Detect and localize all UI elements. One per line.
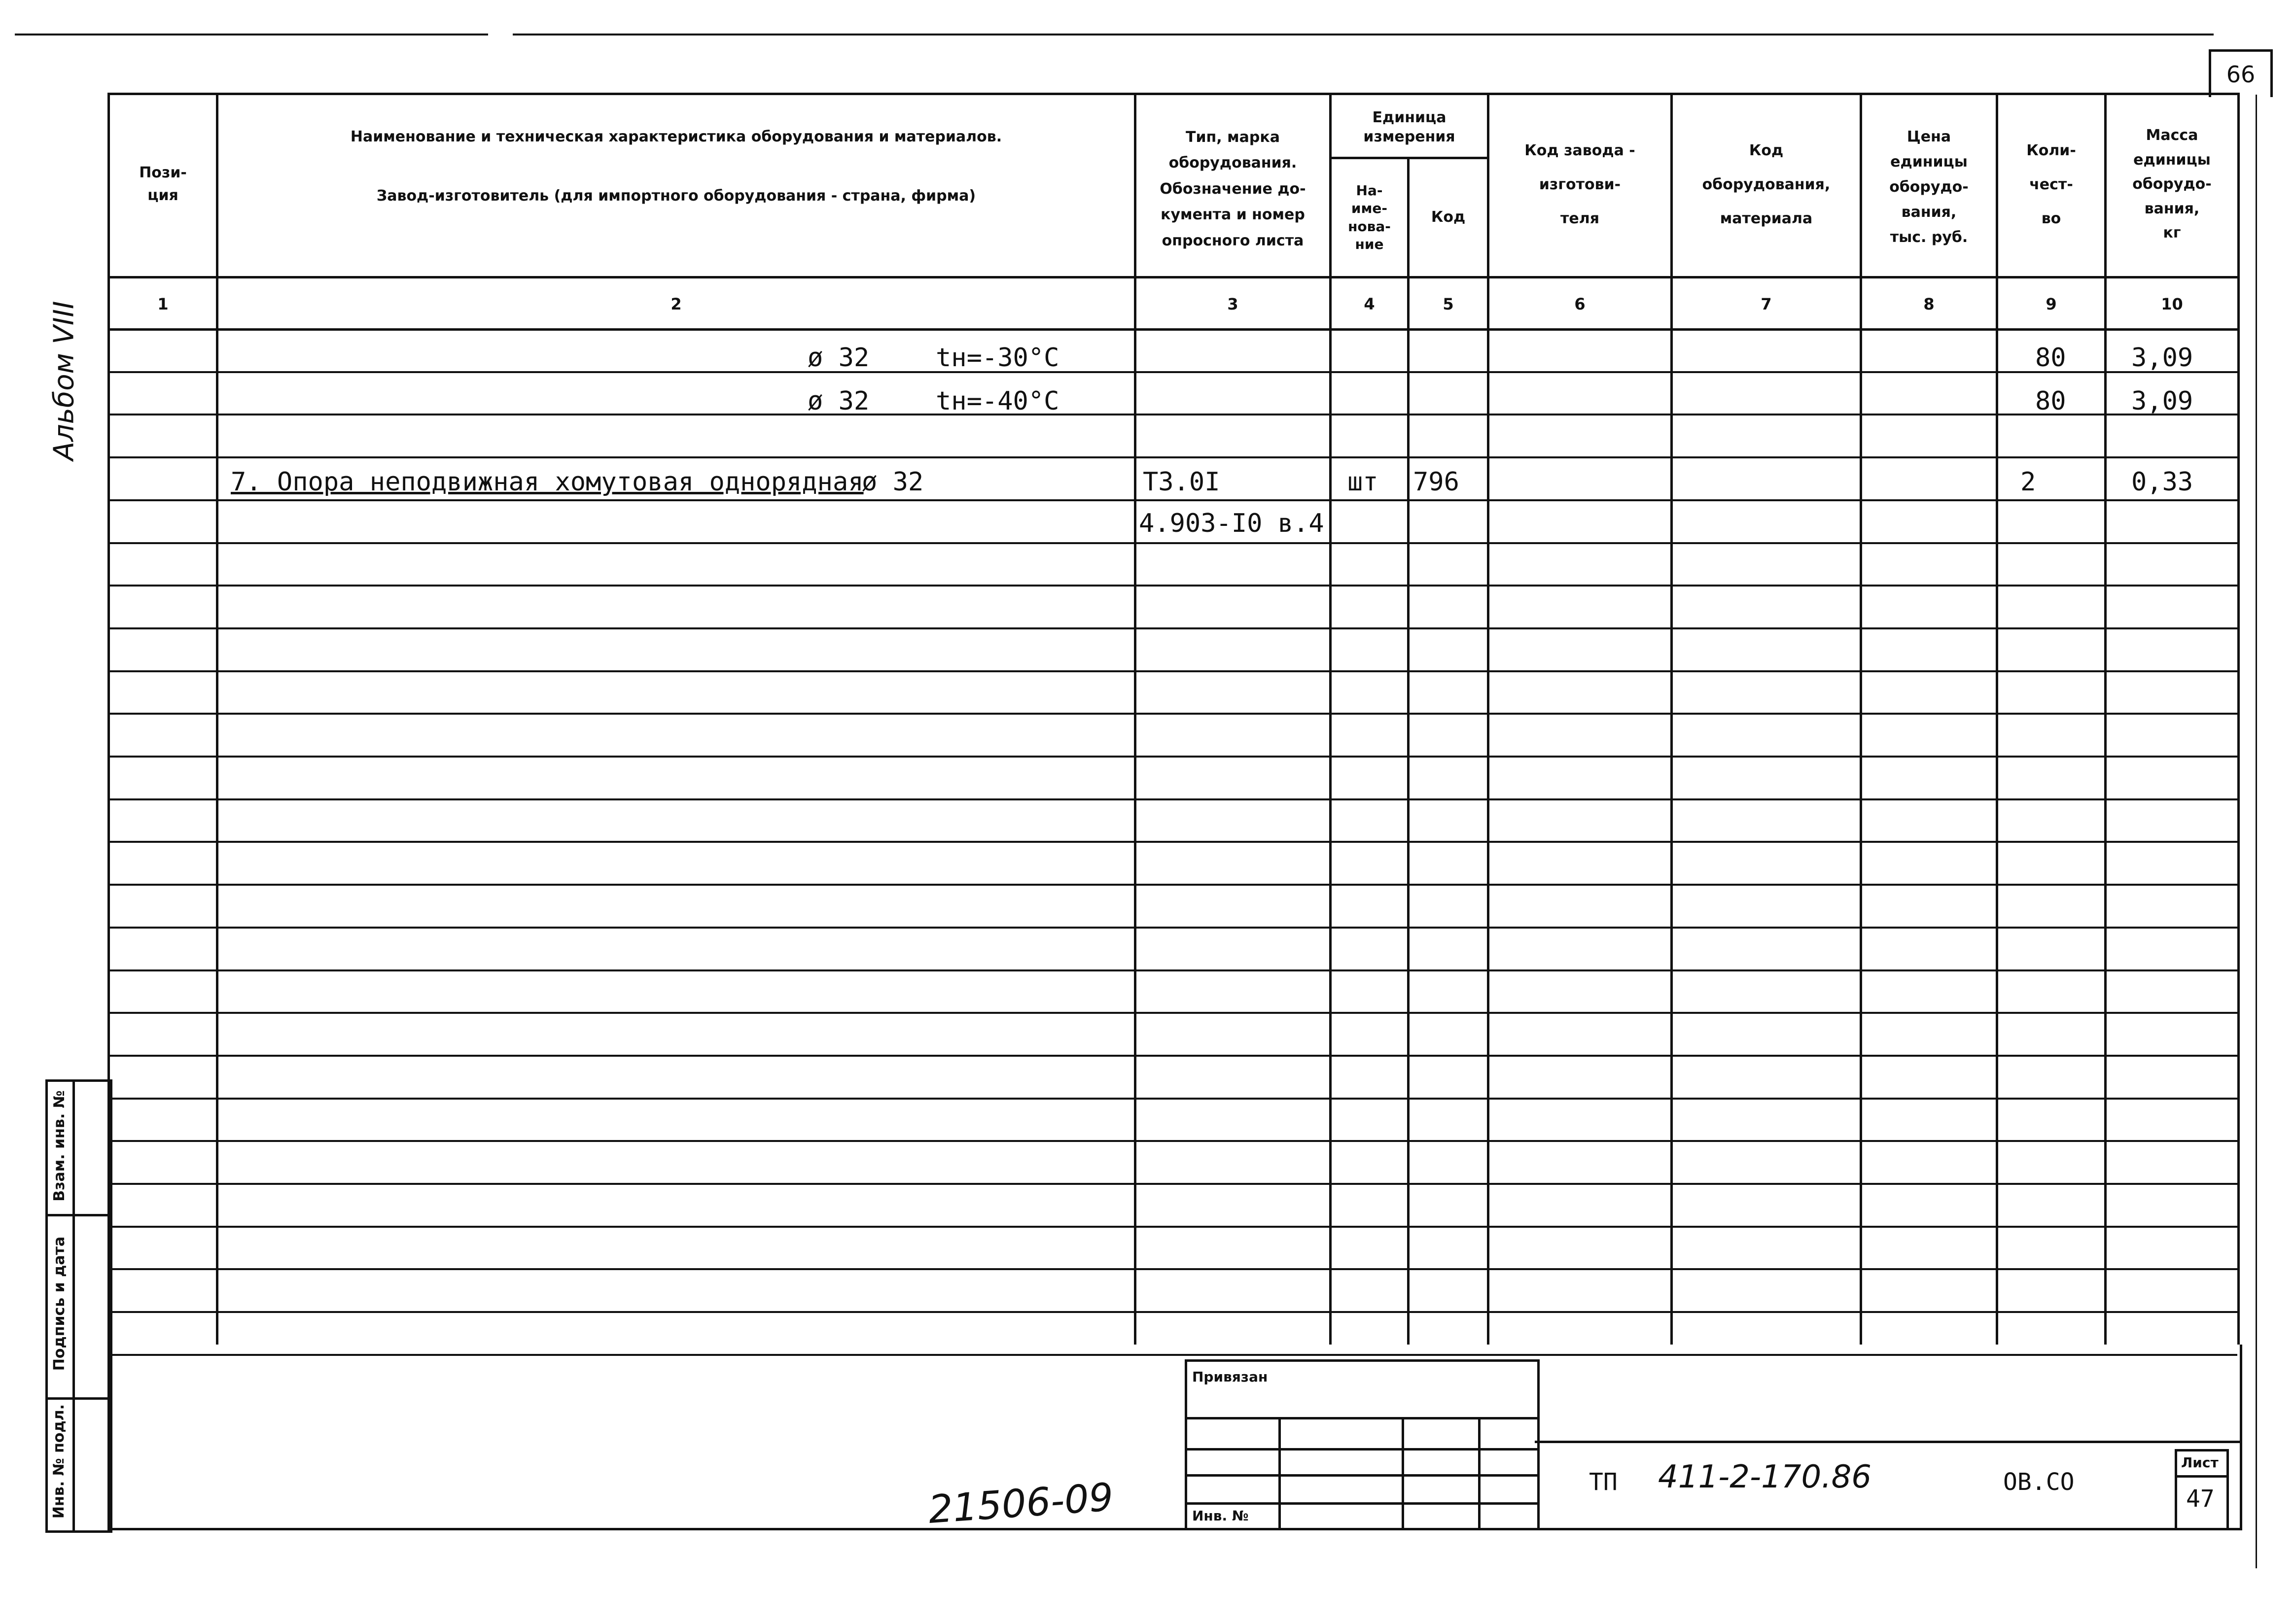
- col-sep-3: [1329, 93, 1332, 1345]
- spec-table: [107, 93, 2237, 1345]
- header-unit-name: На- име- нова- ние: [1348, 182, 1391, 252]
- top-rule-left: [15, 34, 488, 35]
- table-row-line: [107, 627, 2237, 629]
- header-manufacturer-code: Код завода - изготови- теля: [1524, 141, 1635, 227]
- header-unit-group: Единица измерения: [1363, 109, 1455, 145]
- row3-name: 7. Опора неподвижная хомутовая однорядная: [231, 467, 864, 497]
- side-inv-original: Инв. № подл.: [50, 1404, 68, 1519]
- header-bottom-border: [107, 276, 2237, 278]
- row3-quantity: 2: [2020, 467, 2036, 497]
- col-sep-8: [1996, 93, 1998, 1345]
- table-row-line: [107, 1268, 2237, 1270]
- table-row-line: [107, 841, 2237, 843]
- sheet-label: Лист: [2181, 1454, 2219, 1471]
- col-sep-5: [1487, 93, 1489, 1345]
- table-row-line: [107, 542, 2237, 544]
- side-inv-replace: Взам. инв. №: [51, 1090, 68, 1202]
- row1-temperature: tн=-30°C: [936, 343, 1059, 373]
- colnum-10: 10: [2161, 295, 2183, 313]
- row1-quantity: 80: [2035, 343, 2066, 373]
- row3-type-line1: Т3.0I: [1143, 467, 1220, 497]
- colnum-3: 3: [1227, 295, 1238, 313]
- table-top-border: [107, 93, 2237, 95]
- header-unit-code: Код: [1431, 208, 1466, 226]
- col-sep-9: [2104, 93, 2107, 1345]
- table-row-line: [107, 798, 2237, 800]
- header-equipment-code: Код оборудования, материала: [1702, 141, 1831, 227]
- binding-inv-label: Инв. №: [1192, 1508, 1249, 1524]
- top-rule-right: [513, 34, 2214, 35]
- table-row-line: [107, 670, 2237, 672]
- binding-block: [1185, 1359, 1540, 1530]
- header-name-line2: Завод-изготовитель (для импортного оборудования - страна, фирма): [376, 187, 976, 205]
- sheet-number-box: [2209, 49, 2273, 97]
- header-position: Пози- ция: [139, 164, 187, 204]
- sheet-number-top: 66: [2226, 61, 2256, 88]
- table-row-line: [107, 499, 2237, 501]
- row3-unit: шт: [1347, 467, 1378, 497]
- table-row-line: [107, 969, 2237, 971]
- title-block: [107, 1345, 2242, 1530]
- binding-sep1: [1187, 1417, 1537, 1419]
- table-row-line: [107, 1012, 2237, 1014]
- handwritten-number: 21506-09: [927, 1475, 1115, 1532]
- colnum-4: 4: [1364, 295, 1375, 313]
- colnum-6: 6: [1574, 295, 1586, 313]
- binding-sep2: [1187, 1448, 1537, 1451]
- table-row-line: [107, 927, 2237, 929]
- table-row-line: [107, 1098, 2237, 1100]
- right-trim-line: [2256, 95, 2257, 1568]
- colnum-5: 5: [1443, 295, 1454, 313]
- header-type: Тип, марка оборудования. Обозначение до- кумента и номер опросного листа: [1160, 128, 1306, 249]
- row3-diameter: ø 32: [862, 467, 924, 497]
- doc-prefix: ТП: [1589, 1468, 1618, 1496]
- colnum-9: 9: [2046, 295, 2057, 313]
- row1-mass: 3,09: [2131, 343, 2193, 373]
- doc-section: ОВ.СО: [2003, 1468, 2075, 1496]
- colnum-8: 8: [1923, 295, 1935, 313]
- col-sep-4: [1407, 157, 1410, 1345]
- binding-sep4: [1187, 1502, 1537, 1505]
- table-row-line: [107, 1183, 2237, 1185]
- side-stamp: [45, 1079, 112, 1533]
- row2-mass: 3,09: [2131, 386, 2193, 416]
- sheet-box-sep: [2177, 1475, 2226, 1478]
- row3-unit-code: 796: [1413, 467, 1459, 497]
- table-row-line: [107, 1311, 2237, 1313]
- binding-vsep1: [1278, 1417, 1281, 1530]
- binding-vsep3: [1478, 1417, 1481, 1530]
- col-sep-1: [216, 93, 218, 1345]
- header-mass: Масса единицы оборудо- вания, кг: [2132, 127, 2212, 242]
- binding-sep3: [1187, 1474, 1537, 1477]
- colnum-7: 7: [1761, 295, 1772, 313]
- row3-type-line2: 4.903-I0 в.4: [1139, 509, 1324, 538]
- table-row-line: [107, 585, 2237, 587]
- side-signature-date: Подпись и дата: [51, 1236, 68, 1371]
- colnum-2: 2: [671, 295, 682, 313]
- binding-vsep2: [1402, 1417, 1404, 1530]
- row2-diameter: ø 32: [808, 386, 870, 416]
- doc-line: [1535, 1441, 2240, 1443]
- table-row-line: [107, 713, 2237, 715]
- header-quantity: Коли- чест- во: [2026, 141, 2076, 227]
- row1-diameter: ø 32: [808, 343, 870, 373]
- row2-quantity: 80: [2035, 386, 2066, 416]
- table-right-border: [2237, 93, 2240, 1345]
- doc-code: 411-2-170.86: [1658, 1459, 1871, 1495]
- sheet-box: [2175, 1449, 2229, 1530]
- col-sep-2: [1134, 93, 1136, 1345]
- row2-temperature: tн=-40°C: [936, 386, 1059, 416]
- table-row-line: [107, 371, 2237, 373]
- row3-mass: 0,33: [2131, 467, 2193, 497]
- header-name-line1: Наименование и техническая характеристика оборудования и материалов.: [350, 128, 1002, 145]
- album-label: Альбом VIII: [48, 301, 80, 461]
- binding-label: Привязан: [1192, 1369, 1268, 1385]
- header-price: Цена единицы оборудо- вания, тыс. руб.: [1889, 128, 1969, 246]
- side-stamp-divider: [72, 1082, 75, 1530]
- table-row-line: [107, 414, 2237, 415]
- colnum-bottom-border: [107, 328, 2237, 331]
- table-row-line: [107, 456, 2237, 458]
- table-row-line: [107, 884, 2237, 886]
- table-row-line: [107, 756, 2237, 758]
- table-row-line: [107, 1055, 2237, 1057]
- table-row-line: [107, 1226, 2237, 1228]
- table-row-line: [107, 1140, 2237, 1142]
- col-sep-6: [1670, 93, 1673, 1345]
- sheet-value: 47: [2186, 1485, 2215, 1513]
- colnum-1: 1: [157, 295, 169, 313]
- col-sep-7: [1860, 93, 1862, 1345]
